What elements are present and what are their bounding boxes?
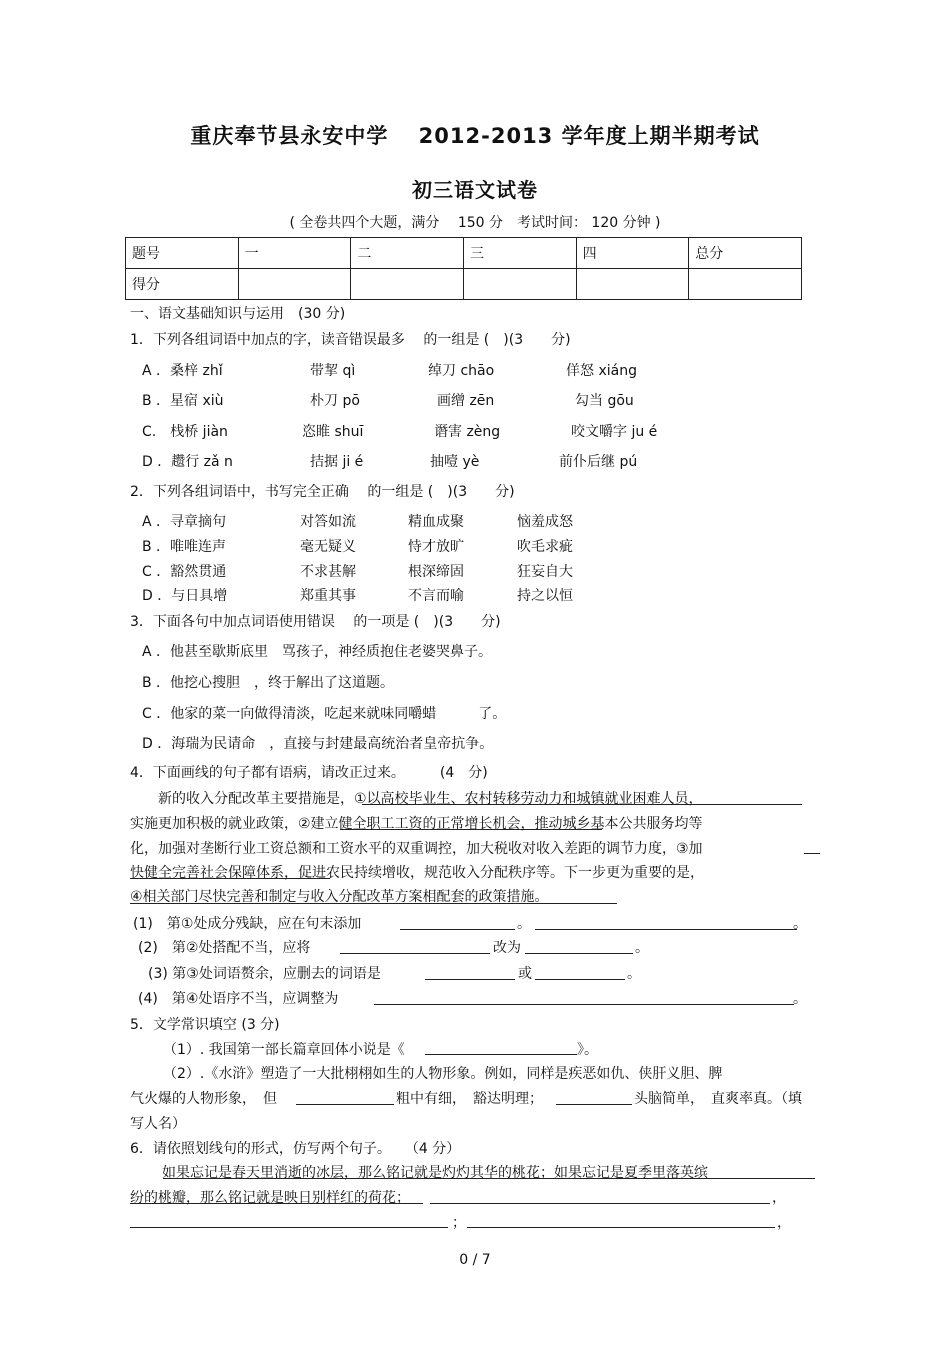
q1-option: 勾当 gōu bbox=[575, 393, 634, 409]
answer-blank[interactable] bbox=[400, 929, 515, 930]
question-3-stem: 3．下面各句中加点词语使用错误 的一项是 ( )(3 分) bbox=[130, 614, 501, 630]
q1-option: 带挈 qì bbox=[310, 363, 356, 379]
q3-option: B ．他挖心搜胆 ，终于解出了这道题。 bbox=[142, 675, 395, 691]
score-table-cell: 二 bbox=[351, 238, 464, 269]
answer-blank[interactable] bbox=[296, 1104, 394, 1105]
q2-option: 对答如流 bbox=[300, 514, 356, 530]
q5-b-line: 写人名） bbox=[130, 1116, 186, 1132]
answer-blank[interactable] bbox=[535, 979, 625, 980]
q1-option: D ．趱行 zǎ n bbox=[142, 454, 233, 470]
q4-sub-1-punct: 。 bbox=[793, 916, 807, 932]
q4-sub-4-punct: 。 bbox=[793, 991, 807, 1007]
q5-a-suffix: 》。 bbox=[577, 1042, 598, 1058]
q4-sub-2-punct: 。 bbox=[635, 940, 649, 956]
underline bbox=[130, 878, 330, 879]
q6-punct: ， bbox=[777, 1215, 791, 1231]
q4-paragraph-line: ④相关部门尽快完善和制定与收入分配改革方案相配套的政策措施。 bbox=[130, 889, 549, 905]
score-table-cell: 三 bbox=[463, 238, 576, 269]
q6-punct: ； bbox=[452, 1215, 466, 1231]
score-table-header-row bbox=[126, 238, 802, 269]
score-table-cell: 题号 bbox=[126, 238, 239, 269]
answer-blank[interactable] bbox=[467, 1227, 775, 1228]
q1-option: 画缯 zēn bbox=[437, 393, 495, 409]
q1-option: 咬文嚼字 ju é bbox=[571, 424, 658, 440]
q1-option: C. 栈桥 jiàn bbox=[142, 424, 228, 440]
answer-blank[interactable] bbox=[425, 1054, 577, 1055]
answer-blank[interactable] bbox=[130, 1227, 448, 1228]
q4-sub-4: (4) 第④处语序不当，应调整为 bbox=[138, 991, 339, 1007]
score-table-cell: 总分 bbox=[689, 238, 802, 269]
q4-sub-2: (2) 第②处搭配不当，应将 bbox=[138, 940, 311, 956]
score-input-cell[interactable] bbox=[576, 269, 689, 300]
question-4-stem: 4．下面画线的句子都有语病，请改正过来。 (4 分) bbox=[130, 765, 488, 781]
score-input-cell[interactable] bbox=[351, 269, 464, 300]
answer-blank[interactable] bbox=[525, 953, 633, 954]
q5-b-line: 粗中有细， 豁达明理； bbox=[396, 1091, 543, 1107]
answer-blank[interactable] bbox=[374, 1004, 794, 1005]
score-table-cell: 一 bbox=[238, 238, 351, 269]
q1-option: 谮害 zèng bbox=[434, 424, 501, 440]
q1-option: B ．星宿 xiù bbox=[142, 393, 224, 409]
answer-blank[interactable] bbox=[535, 929, 797, 930]
q3-option: D ．海瑞为民请命 ，直接与封建最高统治者皇帝抗争。 bbox=[142, 736, 494, 752]
score-table-score-row bbox=[126, 269, 802, 300]
q2-option: 不言而喻 bbox=[408, 588, 464, 604]
score-table-cell: 得分 bbox=[126, 269, 239, 300]
q4-sub-2-mid: 改为 bbox=[493, 940, 521, 956]
q1-option: 抽噎 yè bbox=[430, 454, 480, 470]
q2-option: 恃才放旷 bbox=[408, 539, 464, 555]
q2-option: 不求甚解 bbox=[300, 564, 356, 580]
q1-option: 恣睢 shuī bbox=[302, 424, 364, 440]
underline bbox=[130, 1203, 423, 1204]
underline bbox=[362, 804, 802, 805]
exam-title: 重庆奉节县永安中学 2012-2013 学年度上期半期考试 bbox=[190, 124, 760, 148]
q4-sub-1: (1) 第①处成分残缺，应在句末添加 bbox=[133, 916, 362, 932]
q2-option: 郑重其事 bbox=[300, 588, 356, 604]
q2-option: 恼羞成怒 bbox=[517, 514, 573, 530]
q1-option: 拮据 ji é bbox=[310, 454, 364, 470]
q4-paragraph-line: 快健全完善社会保障体系，促进农民持续增收，规范收入分配秩序等。下一步更为重要的是， bbox=[130, 865, 704, 881]
score-input-cell[interactable] bbox=[238, 269, 351, 300]
exam-subtitle: 初三语文试卷 bbox=[412, 178, 538, 202]
question-2-stem: 2．下列各组词语中，书写完全正确 的一组是 ( )(3 分) bbox=[130, 484, 515, 500]
answer-blank[interactable] bbox=[425, 979, 515, 980]
underline bbox=[340, 829, 602, 830]
q6-punct: ， bbox=[772, 1190, 786, 1206]
exam-note: ( 全卷共四个大题，满分 150 分 考试时间： 120 分钟 ) bbox=[289, 215, 661, 231]
underline bbox=[163, 1178, 815, 1179]
q5-b-line: 气火爆的人物形象， 但 bbox=[130, 1091, 277, 1107]
q4-sub-1-punct: 。 bbox=[517, 916, 531, 932]
q2-option: D ．与日具增 bbox=[142, 588, 228, 604]
answer-blank[interactable] bbox=[340, 953, 490, 954]
q4-paragraph-line: 新的收入分配改革主要措施是，①以高校毕业生、农村转移劳动力和城镇就业困难人员， bbox=[130, 791, 703, 807]
q5-a-prefix: （1）. 我国第一部长篇章回体小说是《 bbox=[163, 1042, 405, 1058]
q3-option: C ．他家的菜一向做得清淡，吃起来就味同嚼蜡 了。 bbox=[142, 706, 507, 722]
q2-option: 狂妄自大 bbox=[517, 564, 573, 580]
q2-option: A ．寻章摘句 bbox=[142, 514, 227, 530]
score-table-cell: 四 bbox=[576, 238, 689, 269]
underline bbox=[804, 853, 820, 854]
answer-blank[interactable] bbox=[556, 1104, 632, 1105]
q2-option: 根深缔固 bbox=[408, 564, 464, 580]
score-input-cell[interactable] bbox=[463, 269, 576, 300]
q5-b-line: 头脑简单， 直爽率真。（填 bbox=[634, 1091, 802, 1107]
question-5-stem: 5．文学常识填空 (3 分) bbox=[130, 1017, 280, 1033]
q1-option: 朴刀 pō bbox=[310, 393, 360, 409]
score-input-cell[interactable] bbox=[689, 269, 802, 300]
q2-option: 毫无疑义 bbox=[300, 539, 356, 555]
underline bbox=[130, 903, 617, 904]
q2-option: 精血成聚 bbox=[408, 514, 464, 530]
section-heading: 一、语文基础知识与运用 (30 分) bbox=[130, 306, 346, 322]
q4-sub-3-punct: 。 bbox=[627, 966, 641, 982]
q6-example-line: 如果忘记是春天里消逝的冰层，那么铭记就是灼灼其华的桃花；如果忘记是夏季里落英缤 bbox=[148, 1165, 708, 1181]
q5-b-line: （2）.《水浒》塑造了一大批栩栩如生的人物形象。例如，同样是疾恶如仇、侠肝义胆、脾 bbox=[163, 1066, 723, 1082]
question-6-stem: 6．请依照划线句的形式，仿写两个句子。 （4 分） bbox=[130, 1141, 461, 1157]
q6-example-line: 纷的桃瓣，那么铭记就是映日别样红的荷花； bbox=[130, 1190, 410, 1206]
page-number: 0 / 7 bbox=[459, 1252, 491, 1268]
question-1-stem: 1．下列各组词语中加点的字，读音错误最多 的一组是 ( )(3 分) bbox=[130, 332, 571, 348]
q4-sub-3: (3) 第③处词语赘余，应删去的词语是 bbox=[148, 966, 381, 982]
q2-option: B ．唯唯连声 bbox=[142, 539, 227, 555]
q1-option: A ．桑梓 zhǐ bbox=[142, 363, 223, 379]
q4-paragraph-line: 化，加强对垄断行业工资总额和工资水平的双重调控，加大税收对收入差距的调节力度，③加 bbox=[130, 841, 703, 857]
q4-sub-3-mid: 或 bbox=[518, 966, 532, 982]
answer-blank[interactable] bbox=[430, 1203, 770, 1204]
q1-option: 佯怒 xiáng bbox=[566, 363, 637, 379]
score-table bbox=[125, 237, 802, 300]
q4-paragraph-line: 实施更加积极的就业政策，②建立健全职工工资的正常增长机会，推动城乡基本公共服务均等 bbox=[130, 816, 703, 832]
q1-option: 前仆后继 pú bbox=[559, 454, 638, 470]
q2-option: 吹毛求疵 bbox=[517, 539, 573, 555]
q1-option: 绰刀 chāo bbox=[428, 363, 495, 379]
q2-option: C ．豁然贯通 bbox=[142, 564, 227, 580]
q3-option: A ．他甚至歇斯底里 骂孩子，神经质抱住老婆哭鼻子。 bbox=[142, 644, 493, 660]
q2-option: 持之以恒 bbox=[517, 588, 573, 604]
